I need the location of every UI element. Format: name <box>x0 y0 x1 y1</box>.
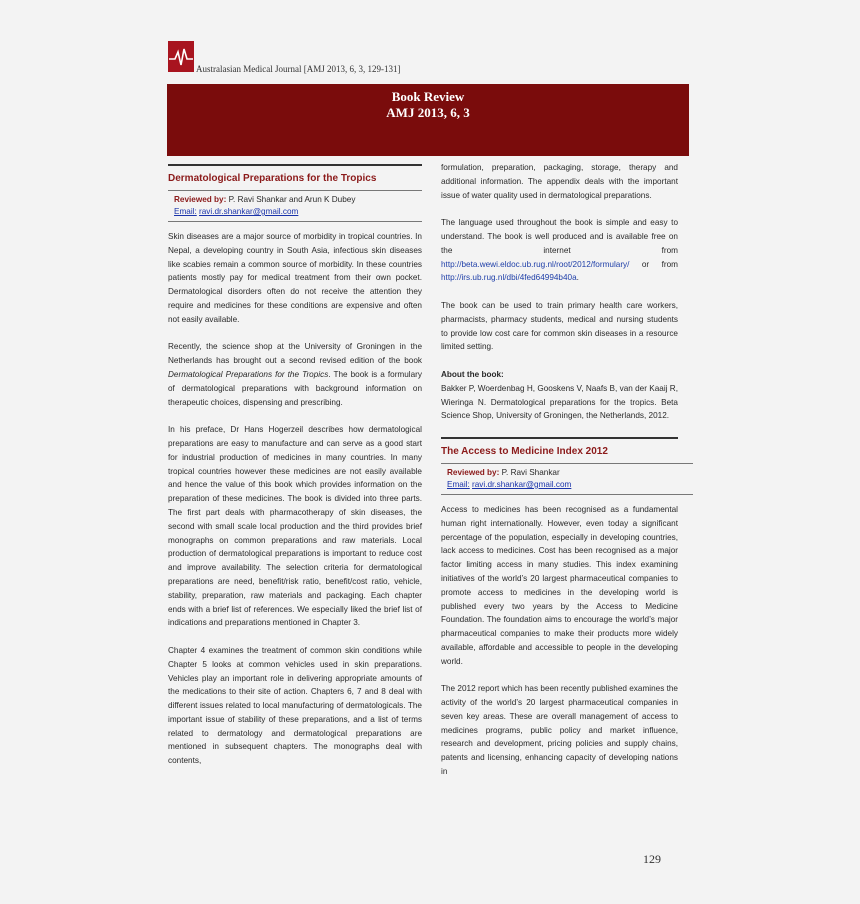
book-title: Dermatological Preparations for the Tropics <box>168 369 329 379</box>
about-book-text: Bakker P, Woerdenbag H, Gooskens V, Naafs B, van der Kaaij R, Wieringa N. Dermatological preparations for the tropics. Beta Science Shop, University of Groningen, the Netherlands, 2012. <box>441 383 678 421</box>
review2-reviewer-box <box>441 463 693 495</box>
reviewed-by-label: Reviewed by: <box>447 467 500 477</box>
banner-title: Book Review <box>391 89 465 104</box>
email-label: Email: <box>447 479 470 489</box>
review1-paragraph-3: In his preface, Dr Hans Hogerzeil describes how dermatological preparations are easy to manufacture and can serve as a good start for industrial production of medicines in many countries. In many tropical countries however these medicines are not easily available and hence the value of this book which provides information on the preparation of these medicines. The book is divided into three parts. The first part deals with pharmacotherapy of skin diseases, the second with small scale local production and the third provides brief monographs on common preparations and raw materials. Local production of dermatological preparations is important to reduce cost and improve availability. The selection criteria for dermatological preparations are need, benefit/risk ratio, benefit/cost ratio, vehicle, stability, preparation, raw materials and packaging. Each chapter ends with a brief list of references. We especially liked the brief list of indications and preparations mentioned in Chapter 3. <box>168 425 422 628</box>
reviewers: P. Ravi Shankar <box>501 467 560 477</box>
review2-paragraph-1: Access to medicines has been recognised as a fundamental human right internationally. However, even today a significant percentage of the population, especially in developing countries, lack access to medicines. Cost has been recognised as a major factor limiting access in many studies. This index examining initiatives of the world’s 20 largest pharmaceutical companies to promote access to medicines in the developing world is published every two years by the Access to Medicine Foundation. The foundation aims to encourage the world’s major pharmaceutical companies to make their products more widely available, affordable and accessible to people in the developing world. <box>441 504 678 666</box>
review1-paragraph-7: The book can be used to train primary health care workers, pharmacists, pharmacy students, medical and nursing students to provide low cost care for common skin diseases in a resource limited setting. <box>441 300 678 352</box>
reviewers: P. Ravi Shankar and Arun K Dubey <box>228 195 356 204</box>
about-book-heading: About the book: <box>441 369 504 379</box>
review2-paragraph-2: The 2012 report which has been recently published examines the activity of the world’s 20 largest pharmaceutical companies in seven key areas. These are overall management of access to medicines programs, public policy and market influence, research and development, pricing policies and supply chains, patents and licensing, enhancing capacity of developing nations in <box>441 684 678 777</box>
review1-title: Dermatological Preparations for the Tropics <box>168 164 422 186</box>
email-link[interactable]: ravi.dr.shankar@gmail.com <box>472 479 572 489</box>
review1-paragraph-5: formulation, preparation, packaging, storage, therapy and additional information. The appendix deals with the important issue of water quality used in dermatological preparations. <box>441 163 678 200</box>
review1-paragraph-1: Skin diseases are a major source of morbidity in tropical countries. In Nepal, a developing country in South Asia, infectious skin diseases like scabies remain a common source of morbidity. In these countries patients mostly pay for medical treatment from their own pocket. Dermatological disorders often do not receive the attention they require and medicines for these conditions are expensive and often not easily available. <box>168 232 422 324</box>
journal-logo-icon <box>168 41 194 72</box>
review1-paragraph-6: The language used throughout the book is simple and easy to understand. The book is well produced and is available free on the internet from http://beta.wewi.eldoc.ub.rug.nl/root/2012/formulary/ or from http://irs.ub.rug.nl/dbi/4fed64994b40a. <box>441 218 678 283</box>
journal-citation: Australasian Medical Journal [AMJ 2013, 6, 3, 129-131] <box>196 64 401 74</box>
formulary-url-link[interactable]: http://beta.wewi.eldoc.ub.rug.nl/root/2012/formulary/ <box>441 259 630 269</box>
repository-url-link[interactable]: http://irs.ub.rug.nl/dbi/4fed64994b40a <box>441 273 577 283</box>
email-label: Email: <box>174 207 197 216</box>
review2-title: The Access to Medicine Index 2012 <box>441 437 678 459</box>
email-link[interactable]: ravi.dr.shankar@gmail.com <box>199 207 299 216</box>
right-column <box>441 161 678 793</box>
review1-paragraph-4: Chapter 4 examines the treatment of common skin conditions while Chapter 5 looks at common vehicles used in skin preparations. Vehicles play an important role in delivering appropriate amounts of the medications to their site of action. Chapters 6, 7 and 8 deal with different issues related to local manufacturing of dermatologicals. The important issue of stability of these preparations, and a list of terms related to dermatology and dermatological preparations are mentioned in subsequent chapters. The monographs deal with contents, <box>168 645 422 766</box>
page-number: 129 <box>643 852 661 866</box>
banner-subtitle: AMJ 2013, 6, 3 <box>386 105 470 120</box>
reviewed-by-label: Reviewed by: <box>174 195 227 204</box>
review-banner <box>167 84 689 156</box>
left-column <box>168 164 422 782</box>
review1-paragraph-2: Recently, the science shop at the University of Groningen in the Netherlands has brought out a second revised edition of the book Dermatological Preparations for the Tropics. The book is a formulary of dermatological preparations with background information on therapeutic choices, dispensing and prescribing. <box>168 342 422 407</box>
review1-reviewer-box <box>168 190 422 222</box>
